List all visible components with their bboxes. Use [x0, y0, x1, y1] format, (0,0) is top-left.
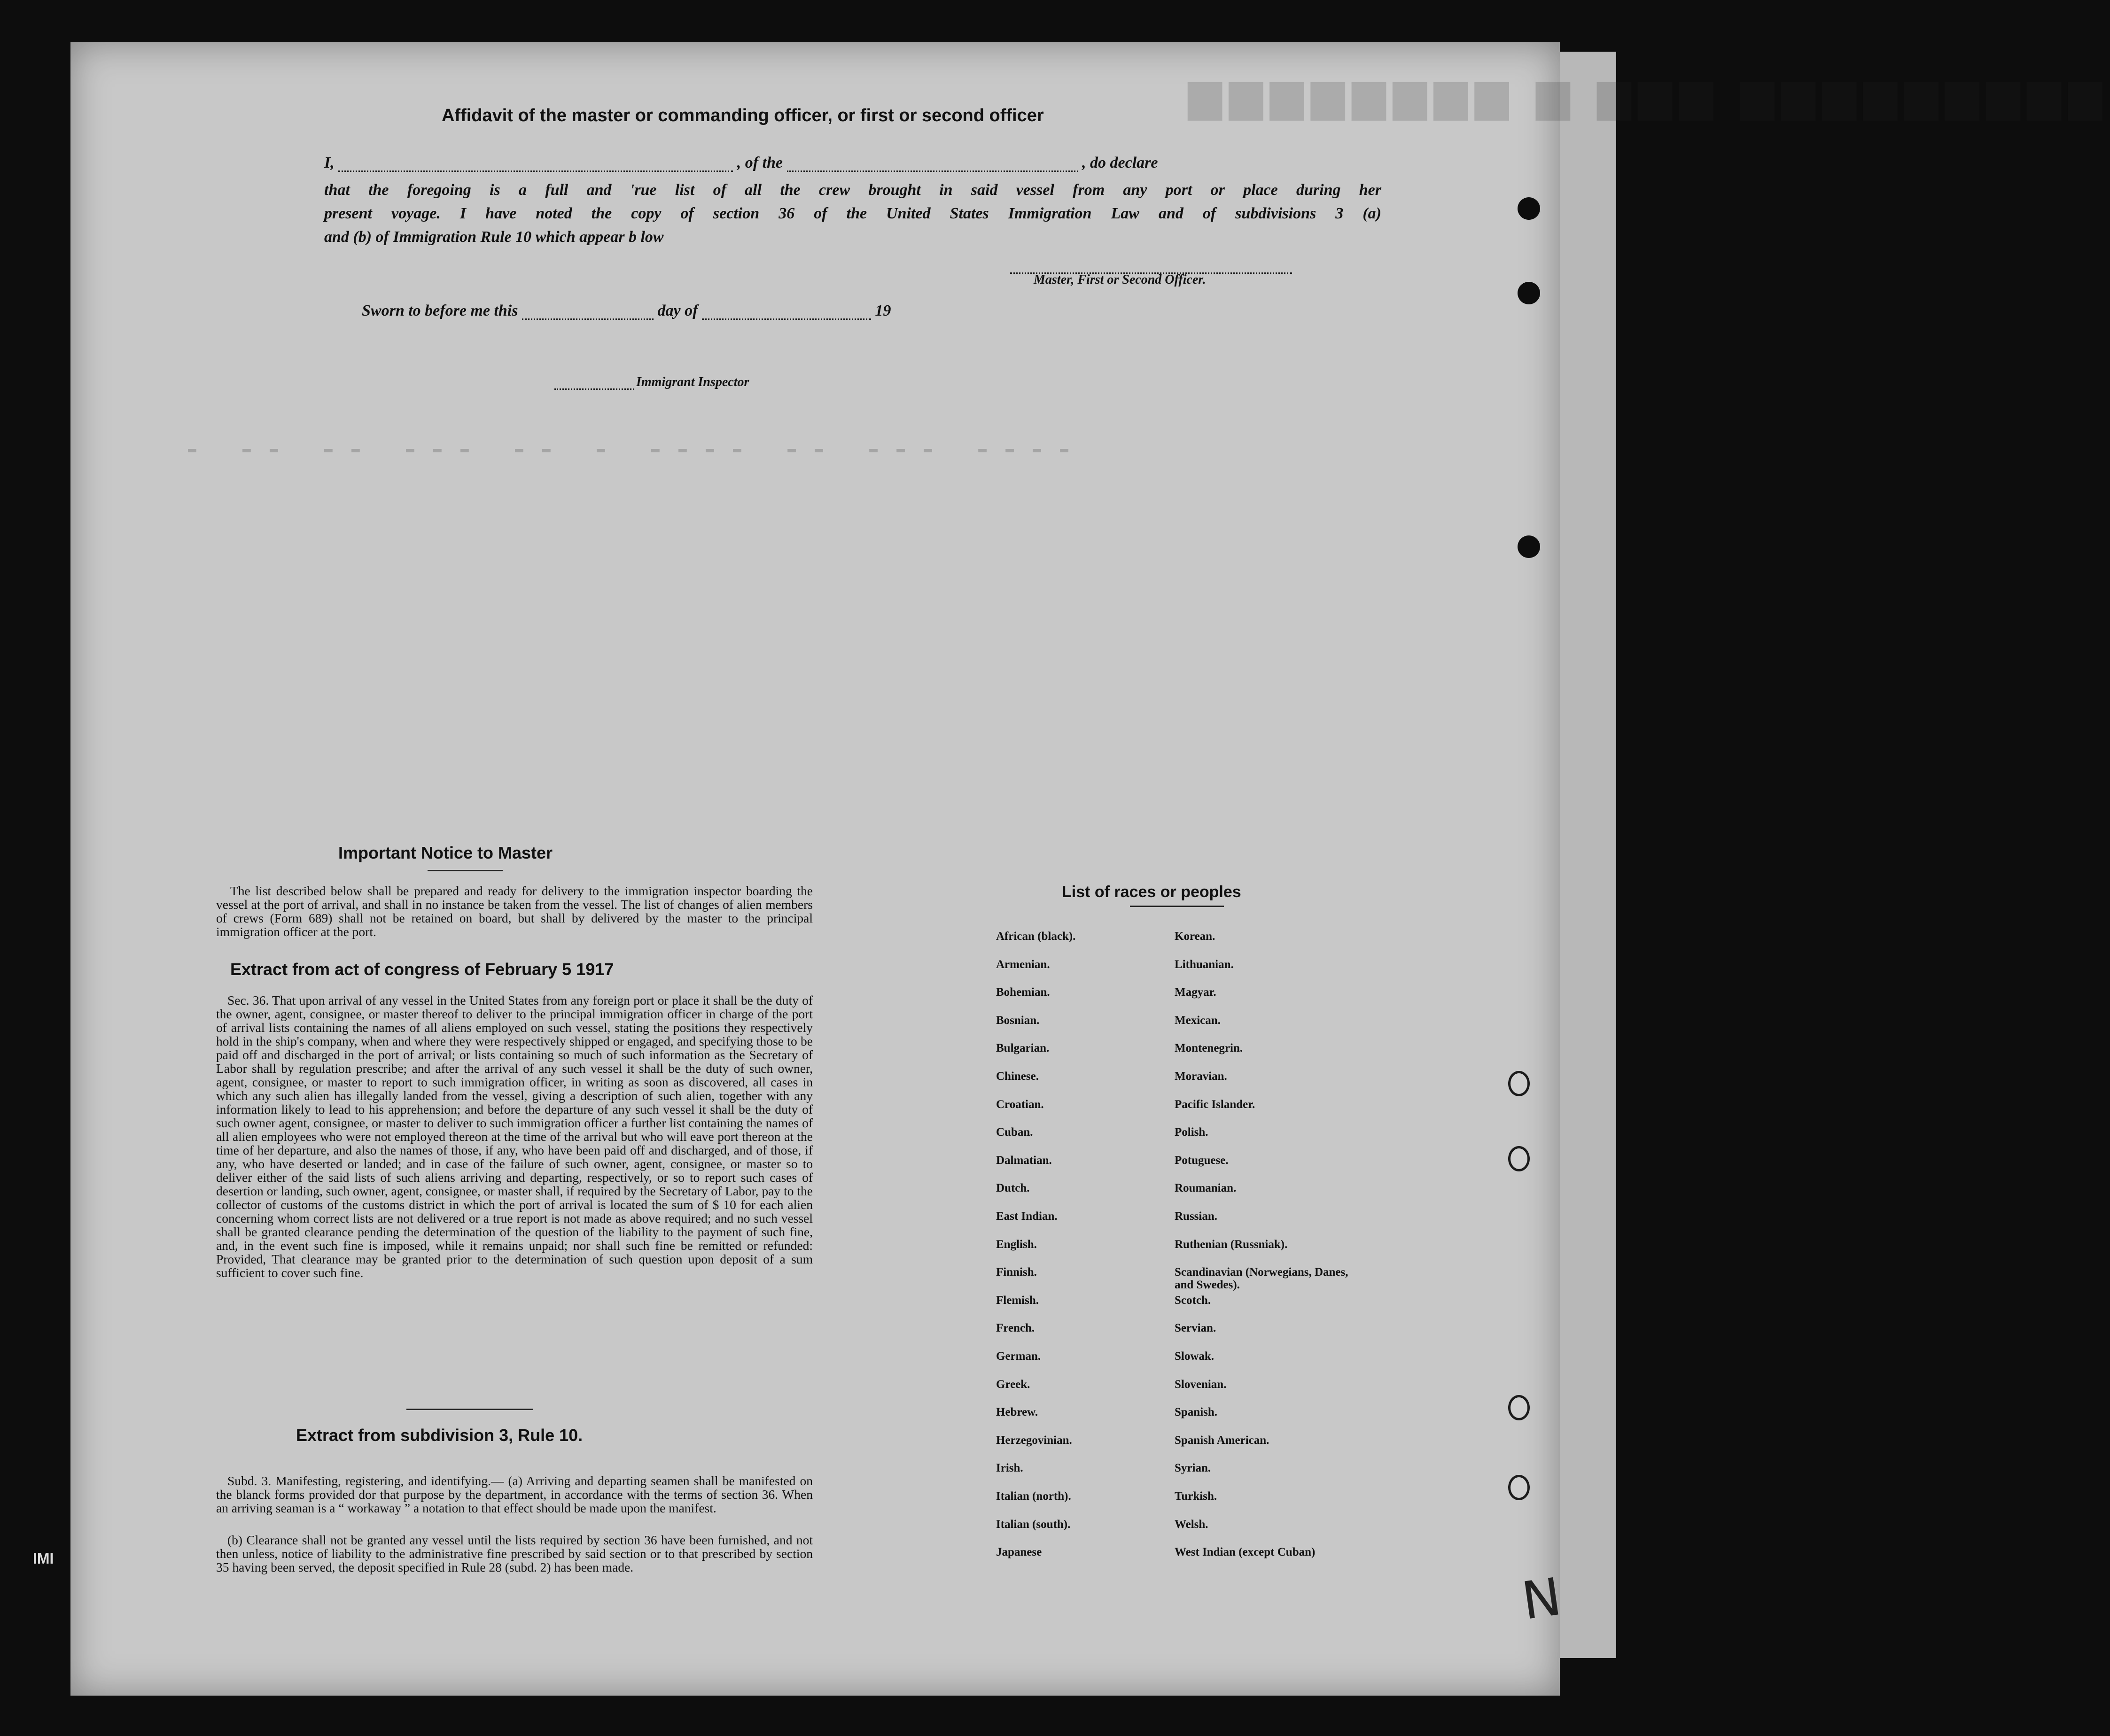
binder-hole	[1518, 282, 1540, 304]
vessel-blank[interactable]	[787, 169, 1078, 172]
race-item: Croatian.	[996, 1098, 1044, 1111]
race-item: Magyar.	[1175, 986, 1216, 999]
race-item: Spanish American.	[1175, 1434, 1269, 1447]
race-item: Slowak.	[1175, 1350, 1215, 1363]
notice-heading: Important Notice to Master	[338, 843, 553, 862]
race-item: Scandinavian (Norwegians, Danes, and Swedes).	[1175, 1266, 1348, 1292]
name-blank[interactable]	[338, 169, 733, 172]
bleed-through-banner: ▆▆▆▆▆▆▆▆ ▆ ▆▆▆ ▆▆▆▆▆▆▆▆▆	[1189, 72, 2110, 119]
race-item: Ruthenian (Russniak).	[1175, 1238, 1288, 1251]
races-rule	[1130, 906, 1224, 907]
affidavit-i: I,	[324, 154, 335, 171]
race-item: West Indian (except Cuban)	[1175, 1546, 1316, 1559]
race-item: Lithuanian.	[1175, 958, 1234, 971]
act-heading: Extract from act of congress of February 5 1917	[230, 960, 614, 979]
race-item: Spanish.	[1175, 1406, 1218, 1419]
affidavit-heading: Affidavit of the master or commanding officer, or first or second officer	[442, 106, 1044, 125]
affidavit-line-3: present voyage. I have noted the copy of section 36 of the United States Immigration Law and of subdivisions 3 (a)	[324, 205, 1381, 222]
inspector-line	[554, 375, 749, 390]
inspector-label: Immigrant Inspector	[636, 375, 749, 389]
binder-ring	[1508, 1475, 1530, 1500]
sworn-label: Sworn to before me this	[362, 302, 518, 319]
day-of-label: day of	[657, 302, 698, 319]
race-item: Slovenian.	[1175, 1378, 1227, 1391]
notice-text: The list described below shall be prepared and ready for delivery to the immigration inspector boarding the vessel at the port of arrival, and shall in no instance be taken from the vessel. The list of changes of alien members of crews (Form 689) shall not be retained on board, but shall by delivered by the master to the principal immigration officer at the port.	[216, 884, 813, 939]
race-item: Bulgarian.	[996, 1042, 1050, 1055]
race-item: English.	[996, 1238, 1037, 1251]
race-item: Irish.	[996, 1462, 1023, 1475]
race-item: East Indian.	[996, 1210, 1058, 1223]
race-item: Turkish.	[1175, 1490, 1217, 1503]
rule-heading: Extract from subdivision 3, Rule 10.	[296, 1426, 583, 1445]
affidavit-line-2: that the foregoing is a full and 'rue list of all the crew brought in said vessel from any port or place during her	[324, 181, 1381, 199]
race-item: Scotch.	[1175, 1294, 1211, 1307]
notice-rule	[428, 870, 503, 871]
bleed-through-row: ▬ ▬▬ ▬▬ ▬▬▬ ▬▬ ▬ ▬▬▬▬ ▬▬ ▬▬▬ ▬▬▬▬	[188, 442, 1088, 457]
race-item: Moravian.	[1175, 1070, 1227, 1083]
race-item: Syrian.	[1175, 1462, 1211, 1475]
act-rule	[406, 1409, 533, 1410]
race-item: Bosnian.	[996, 1014, 1040, 1027]
left-margin-fragment: IMI	[33, 1550, 54, 1567]
binder-ring	[1508, 1146, 1530, 1171]
race-item: Finnish.	[996, 1266, 1037, 1279]
sworn-line	[362, 302, 891, 320]
race-item: Bohemian.	[996, 986, 1050, 999]
affidavit-line-4: and (b) of Immigration Rule 10 which appear b low	[324, 228, 664, 246]
binder-ring	[1508, 1395, 1530, 1420]
race-item: Pacific Islander.	[1175, 1098, 1255, 1111]
race-item: Servian.	[1175, 1322, 1216, 1335]
sworn-day-blank[interactable]	[522, 317, 654, 320]
master-label: Master, First or Second Officer.	[1034, 272, 1206, 287]
document-page	[70, 42, 2110, 1696]
race-item: French.	[996, 1322, 1035, 1335]
binder-hole	[1518, 197, 1540, 220]
race-item: Polish.	[1175, 1126, 1208, 1139]
race-item: Korean.	[1175, 930, 1215, 943]
races-heading: List of races or peoples	[1062, 883, 1241, 901]
race-item: African (black).	[996, 930, 1076, 943]
race-item: Russian.	[1175, 1210, 1218, 1223]
rule-para-b: (b) Clearance shall not be granted any vessel until the lists required by section 36 have been furnished, and not then unless, notice of liability to the administrative fine prescribed by said section or to that prescribed by section 35 having been served, the deposit specified in Rule 28 (subd. 2) has been made.	[216, 1533, 813, 1574]
race-item: Montenegrin.	[1175, 1042, 1243, 1055]
binder-ring	[1508, 1071, 1530, 1096]
race-item: Chinese.	[996, 1070, 1039, 1083]
race-item: Hebrew.	[996, 1406, 1038, 1419]
handwritten-n: N	[1518, 1566, 1565, 1632]
inspector-signature-blank[interactable]	[554, 387, 634, 390]
race-item: Cuban.	[996, 1126, 1033, 1139]
act-text: Sec. 36. That upon arrival of any vessel in the United States from any foreign port or place it shall be the duty of the owner, agent, consignee, or master thereof to deliver to the principal immigration officer in charge of the port of arrival lists containing the names of all aliens employed on such vessel, stating the positions they respectively hold in the ship's company, when and where they were respectively shipped or engaged, and specifying those to be paid off and discharged in the port of arrival; or lists containing so much of such information as the Secretary of Labor shall by regulation prescribe; and after the arrival of any such vessel it shall be the duty of such owner, agent, consignee, or master to report to such immigration officer, in writing as soon as discovered, all cases in which any such alien has illegally landed from the vessel, giving a description of such alien, together with any information likely to lead to his apprehension; and before the departure of any such vessel it shall be the duty of such owner agent, consignee, or master to deliver to such immigration officer a further list containing the names of all alien employees who were not employed thereon at the time of the arrival but who will eave port thereon at the time of her departure, and also the names of those, if any, who have been paid off and discharged, and of those, if any, who have deserted or landed; and in case of the failure of such owner, agent, consignee, or master so to deliver either of the said lists of such aliens arriving and departing, respectively, or so to report such cases of desertion or landing, such owner, agent, consignee, or master shall, if required by the Secretary of Labor, pay to the collector of customs of the customs district in which the port of arrival is located the sum of $ 10 for each alien concerning whom correct lists are not delivered or a true report is not made as above required; and no such vessel shall be granted clearance pending the determination of the question of the liability to the payment of such fine, and, in the event such fine is imposed, while it remains unpaid; nor shall such fine be remitted or refunded: Provided, That clearance may be granted prior to the determination of such question upon deposit of a sum sufficient to cover such fine.	[216, 993, 813, 1280]
sworn-month-blank[interactable]	[702, 317, 871, 320]
race-item: Armenian.	[996, 958, 1050, 971]
race-item: Herzegovinian.	[996, 1434, 1072, 1447]
race-item: Dutch.	[996, 1182, 1030, 1195]
affidavit-of-the: , of the	[737, 154, 783, 171]
race-item: Greek.	[996, 1378, 1030, 1391]
race-item: Italian (north).	[996, 1490, 1071, 1503]
year-label: 19	[875, 302, 891, 319]
race-item: Italian (south).	[996, 1518, 1071, 1531]
rule-para-a: Subd. 3. Manifesting, registering, and identifying.— (a) Arriving and departing seamen shall be manifested on the blanck forms provided dor that purpose by the department, in accordance with the terms of section 36. When an arriving seaman is a “ workaway ” a notation to that effect should be made upon the manifest.	[216, 1473, 813, 1515]
race-item: Flemish.	[996, 1294, 1039, 1307]
race-item: German.	[996, 1350, 1041, 1363]
race-item: Roumanian.	[1175, 1182, 1237, 1195]
race-item: Welsh.	[1175, 1518, 1208, 1531]
affidavit-declare: , do declare	[1082, 154, 1158, 171]
affidavit-line-1	[324, 154, 1158, 172]
race-item: Japanese	[996, 1546, 1042, 1559]
race-item: Dalmatian.	[996, 1154, 1052, 1167]
race-item: Mexican.	[1175, 1014, 1221, 1027]
binder-hole	[1518, 535, 1540, 558]
race-item: Potuguese.	[1175, 1154, 1229, 1167]
